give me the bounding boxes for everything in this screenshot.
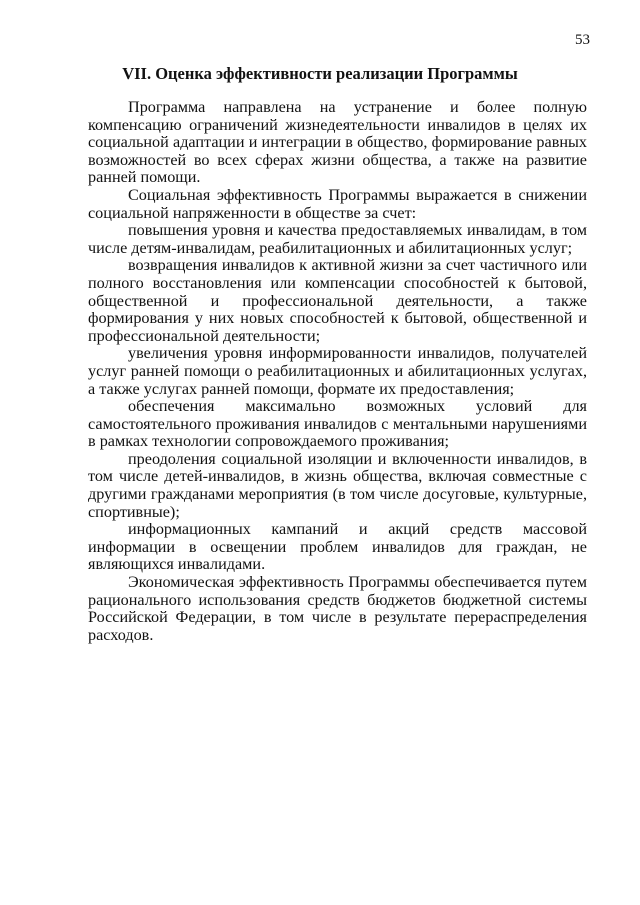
page-number: 53 bbox=[575, 32, 590, 48]
body-text bbox=[88, 99, 587, 644]
paragraph-return-to-active-life: возвращения инвалидов к активной жизни за счет частичного или полного восстановления или компенсации способностей к бытовой, общественной и профессиональной деятельности, а также формирования у них новых способностей к бытовой, общественной и профессиональной деятельности; bbox=[88, 256, 587, 345]
paragraph-independent-living: обеспечения максимально возможных условий для самостоятельного проживания инвалидов с ментальными нарушениями в рамках технологии сопровождаемого проживания; bbox=[88, 397, 587, 451]
paragraph-media-campaigns: информационных кампаний и акций средств массовой информации в освещении проблем инвалидов для граждан, не являющихся инвалидами. bbox=[88, 520, 587, 574]
paragraph-service-quality: повышения уровня и качества предоставляемых инвалидам, в том числе детям-инвалидам, реабилитационных и абилитационных услуг; bbox=[88, 221, 587, 257]
paragraph-economic-effectiveness: Экономическая эффективность Программы обеспечивается путем рационального использования средств бюджетов бюджетной системы Российской Федерации, в том числе в результате перераспределения расходов. bbox=[88, 573, 587, 644]
paragraph-social-isolation: преодоления социальной изоляции и включенности инвалидов, в том числе детей-инвалидов, в жизнь общества, включая совместные с другими гражданами мероприятия (в том числе досуговые, культурные, спортивные); bbox=[88, 449, 587, 521]
paragraph-program-purpose: Программа направлена на устранение и более полную компенсацию ограничений жизнедеятельности инвалидов в целях их социальной адаптации и интеграции в общество, формирование равных возможностей во всех сферах жизни общества, а также на развитие ранней помощи. bbox=[88, 98, 587, 187]
paragraph-awareness: увеличения уровня информированности инвалидов, получателей услуг ранней помощи о реабилитационных и абилитационных услугах, а также услугах ранней помощи, формате их предоставления; bbox=[88, 344, 587, 398]
paragraph-social-effectiveness: Социальная эффективность Программы выражается в снижении социальной напряженности в обществе за счет: bbox=[88, 185, 587, 222]
section-heading: VII. Оценка эффективности реализации Программы bbox=[122, 64, 518, 83]
